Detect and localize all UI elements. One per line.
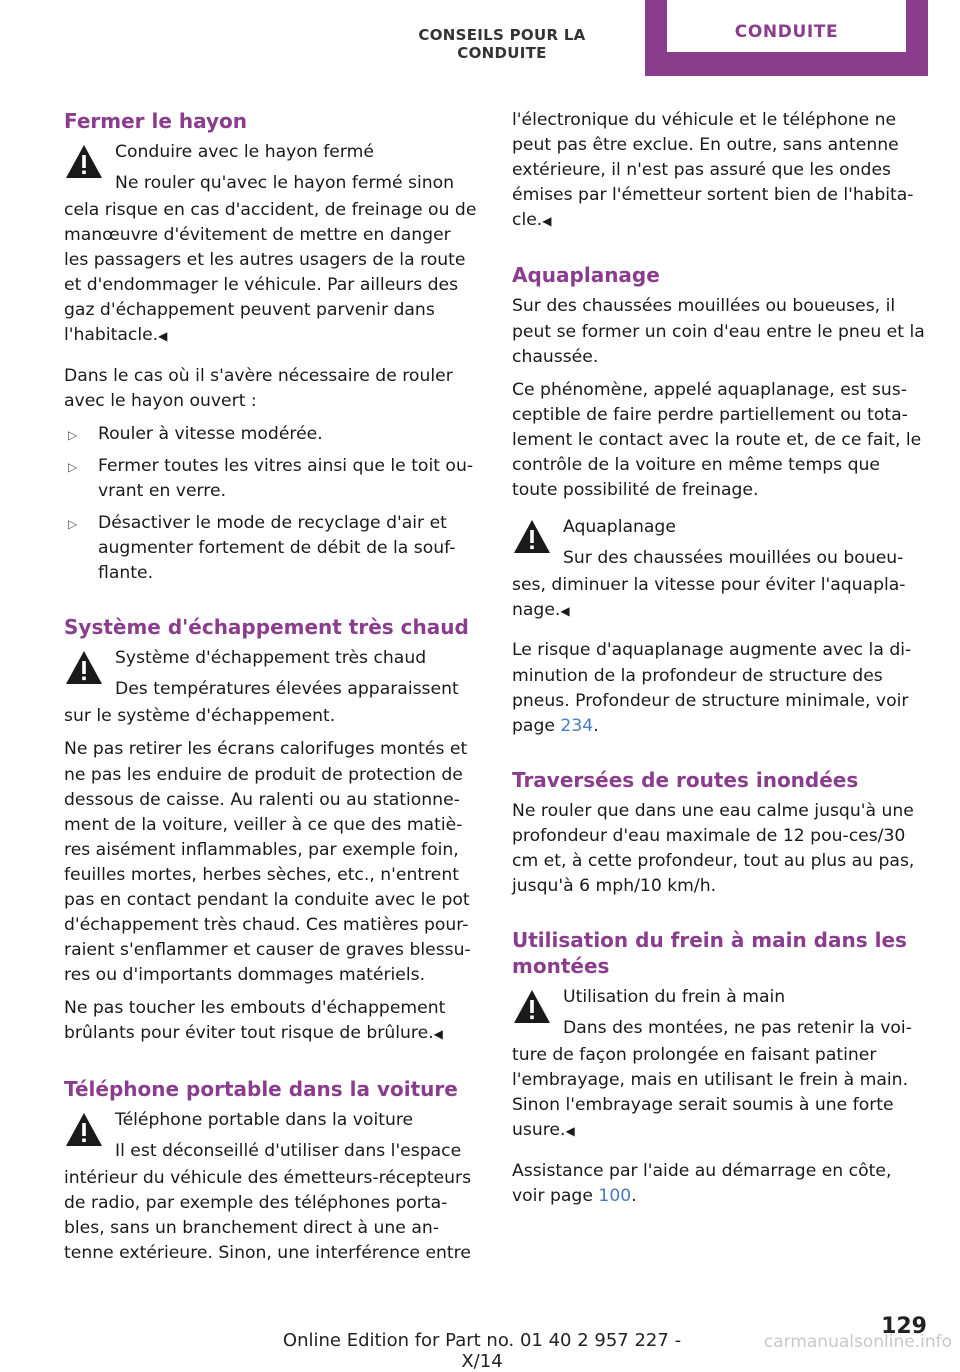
section-title: Téléphone portable dans la voiture [64, 1076, 458, 1101]
section-title: Système d'échappement très chaud [64, 615, 469, 640]
end-mark-icon: ◀ [560, 604, 570, 619]
paragraph: Ce phénomène, appelé aquaplanage, est sus-ceptible de faire perdre partiellement ou tota-lement le contact avec la route et, de ce fait, le contrôle de la voiture en même temps que toute possibilité de freinage. [512, 379, 922, 501]
warning-block [64, 1108, 478, 1164]
end-mark-icon: ◀ [565, 1124, 575, 1139]
section-title: Utilisation du frein à main dans les montées [512, 928, 907, 979]
list-item-text: Fermer toutes les vitres ainsi que le toit ou-vrant en verre. [98, 455, 474, 501]
paragraph: Ne pas retirer les écrans calorifuges montés et ne pas les enduire de produit de protection de dessous de caisse. Au ralenti ou au stationne-ment de la voiture, veiller à ce que des matiè-res aisément inflammables, par exemple foin, feuilles mortes, herbes sèches, etc., n'entrent pas en contact pendant la conduite avec le pot d'échappement très chaud. Ces matières pour-raient s'enflammer et causer de graves blessu-res ou d'importants dommages matériels. [64, 739, 471, 986]
warning-title: Utilisation du frein à main [563, 987, 786, 1008]
warning-text [512, 573, 926, 624]
chapter-tab [645, 0, 928, 76]
section-title: Traversées de routes inondées [512, 767, 859, 792]
list-item-text: Désactiver le mode de recyclage d'air et augmenter fortement de débit de la souf-flante. [98, 513, 456, 584]
warning-text: intérieur du véhicule des émetteurs-récepteurs de radio, par exemple des téléphones porta-bles, sans un branchement direct à une an-tenne extérieure. Sinon, une interférence entre [64, 1167, 472, 1263]
paragraph [512, 638, 926, 738]
list-item [64, 454, 478, 504]
bullet-list [64, 422, 478, 587]
section-title: Aquaplanage [512, 263, 660, 288]
warning-block [512, 985, 926, 1041]
right-column [512, 108, 926, 1237]
warning-text-body: ture de façon prolongée en faisant patiner l'embrayage, mais en utilisant le frein à main. Sinon l'embrayage serait soumis à une forte usure. [512, 1045, 909, 1141]
warning-first-line: Ne rouler qu'avec le hayon fermé sinon [115, 173, 455, 193]
warning-first-line: Dans des montées, ne pas retenir la voi- [563, 1018, 912, 1039]
section-aquaplanage [512, 262, 926, 738]
warning-triangle-icon [64, 142, 104, 182]
page-link[interactable]: 234 [560, 715, 594, 736]
warning-block [64, 646, 478, 702]
end-mark-icon: ◀ [158, 329, 168, 344]
warning-title: Aquaplanage [563, 517, 676, 538]
list-item [64, 511, 478, 586]
warning-text-body: ses, diminuer la vitesse pour éviter l'aquapla-nage. [512, 575, 906, 621]
paragraph: Dans le cas où il s'avère nécessaire de rouler avec le hayon ouvert : [64, 365, 453, 411]
paragraph-end: . [631, 1185, 637, 1206]
watermark: carmanualsonline.info [763, 1332, 952, 1352]
end-mark-icon: ◀ [542, 214, 552, 229]
paragraph: Sur des chaussées mouillées ou boueuses, il peut se former un coin d'eau entre le pneu et la chaussée. [512, 296, 925, 367]
page-number: 129 [881, 1314, 927, 1339]
section-hayon [64, 108, 478, 586]
warning-first-line: Il est déconseillé d'utiliser dans l'espace [115, 1140, 462, 1161]
warning-title: Téléphone portable dans la voiture [115, 1109, 414, 1130]
warning-first-line: Sur des chaussées mouillées ou boueu- [563, 548, 904, 569]
end-mark-icon: ◀ [433, 1027, 443, 1042]
bullet-triangle-icon: ▷ [68, 459, 78, 474]
warning-text: sur le système d'échappement. [64, 706, 336, 727]
left-column [64, 108, 478, 1294]
paragraph-text: Assistance par l'aide au démarrage en côte, voir page [512, 1160, 892, 1206]
section-inondees [512, 767, 926, 899]
list-item [64, 422, 478, 447]
list-item-text: Rouler à vitesse modérée. [98, 423, 323, 444]
paragraph [64, 996, 478, 1047]
warning-triangle-icon [64, 1110, 104, 1150]
warning-first-line: Des températures élevées apparaissent [115, 679, 459, 700]
section-header: CONSEILS POUR LA CONDUITE [418, 26, 586, 62]
chapter-tab-inner [667, 0, 906, 52]
paragraph [512, 108, 926, 234]
page-link[interactable]: 100 [598, 1185, 632, 1206]
warning-title: Conduire avec le hayon fermé [115, 142, 374, 162]
warning-block [512, 515, 926, 571]
section-telephone [64, 1076, 478, 1266]
warning-title: Système d'échappement très chaud [115, 648, 427, 669]
warning-text [512, 1043, 926, 1144]
bullet-triangle-icon: ▷ [68, 517, 78, 532]
section-title: Fermer le hayon [64, 109, 248, 133]
section-telephone-continued [512, 108, 926, 234]
paragraph-text: Le risque d'aquaplanage augmente avec la di-minution de la profondeur de structure des pneus. Profondeur de structure minimale, voir page [512, 640, 912, 736]
paragraph-end: . [593, 715, 599, 736]
paragraph: Ne rouler que dans une eau calme jusqu'à une profondeur d'eau maximale de 12 pou-ces/30 cm et, à cette profondeur, tout au plus au pas, jusqu'à 6 mph/10 km/h. [512, 800, 915, 897]
section-echappement [64, 614, 478, 1047]
warning-block [64, 140, 478, 196]
warning-text-body: cela risque en cas d'accident, de freinage ou de manœuvre d'évitement de mettre en danger les passagers et les autres usagers de la route et d'endommager le véhicule. Par ailleurs des gaz d'échappement peuvent parvenir dans l'habitacle. [64, 200, 477, 346]
paragraph [512, 1159, 926, 1209]
bullet-triangle-icon: ▷ [68, 427, 78, 442]
paragraph-text: Ne pas toucher les embouts d'échappement brûlants pour éviter tout risque de brûlure. [64, 998, 446, 1044]
section-frein [512, 927, 926, 1209]
chapter-label: CONDUITE [734, 22, 839, 42]
paragraph-text: l'électronique du véhicule et le téléphone ne peut pas être exclue. En outre, sans antenne extérieure, il n'est pas assuré que les ondes émises par l'émetteur sortent bien de l'habita-cle. [512, 110, 914, 231]
warning-triangle-icon [512, 987, 552, 1027]
warning-triangle-icon [512, 517, 552, 557]
warning-text [64, 198, 478, 350]
footer-edition: Online Edition for Part no. 01 40 2 957 227 - X/14 [282, 1330, 682, 1372]
warning-triangle-icon [64, 648, 104, 688]
